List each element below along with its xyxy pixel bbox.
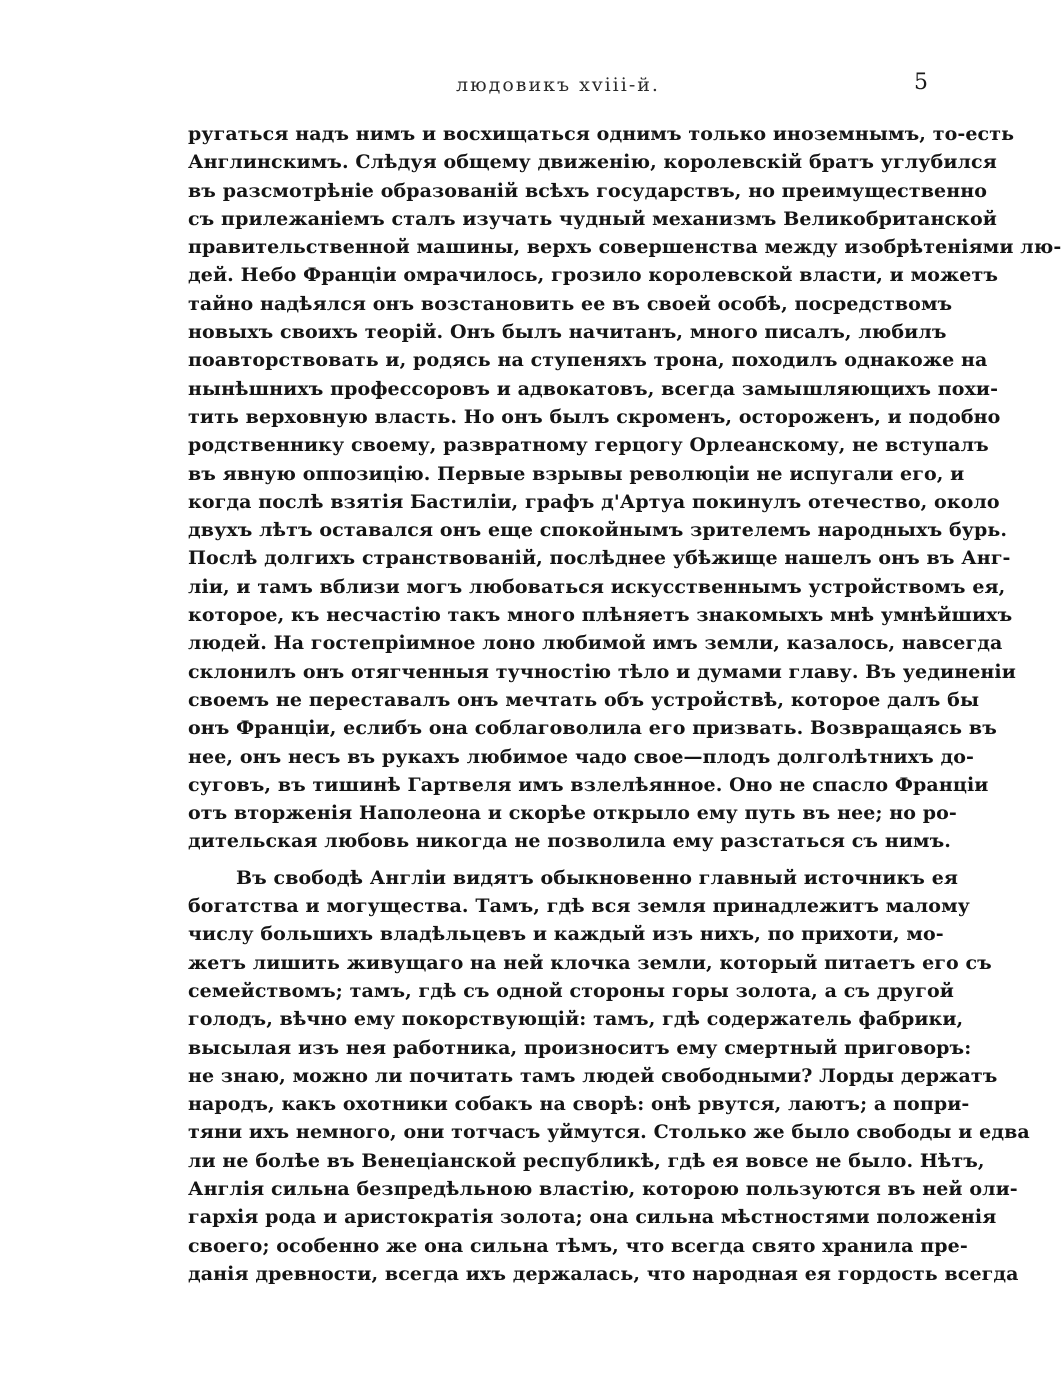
text-line: Въ свободѣ Англіи видятъ обыкновенно главный источникъ ея: [236, 866, 959, 889]
text-line: своемъ не переставалъ онъ мечтать объ устройствѣ, которое далъ бы: [188, 688, 980, 711]
text-line: ліи, и тамъ вблизи могъ любоваться искусственнымъ устройствомъ ея,: [188, 575, 1006, 598]
text-line: правительственной машины, верхъ совершенства между изобрѣтеніями лю-: [188, 236, 1061, 259]
text-line: онъ Франціи, еслибъ она соблаговолила его призвать. Возвращаясь въ: [188, 717, 997, 740]
text-line: числу большихъ владѣльцевъ и каждый изъ нихъ, по прихоти, мо-: [188, 923, 944, 946]
text-line: дей. Небо Франціи омрачилось, грозило королевской власти, и можетъ: [188, 264, 998, 287]
text-line: поавторствовать и, родясь на ступеняхъ трона, походилъ однакоже на: [188, 349, 988, 372]
running-head: [188, 70, 928, 106]
body-text: [188, 120, 1061, 1288]
text-line: не знаю, можно ли почитать тамъ людей свободными? Лорды держатъ: [188, 1064, 998, 1087]
text-line: данія древности, всегда ихъ держалась, что народная ея гордость всегда: [188, 1262, 1019, 1285]
text-line: Англинскимъ. Слѣдуя общему движенію, королевскій братъ углубился: [188, 151, 997, 174]
text-line: ли не болѣе въ Венеціанской республикѣ, гдѣ ея вовсе не было. Нѣтъ,: [188, 1149, 985, 1172]
text-line: нынѣшнихъ профессоровъ и адвокатовъ, всегда замышляющихъ похи-: [188, 377, 999, 400]
text-line: своего; особенно же она сильна тѣмъ, что всегда свято хранила пре-: [188, 1234, 968, 1257]
text-line: нее, онъ несъ въ рукахъ любимое чадо свое—плодъ долголѣтнихъ до-: [188, 745, 974, 768]
page-number: 5: [914, 70, 928, 95]
text-line: дительская любовь никогда не позволила ему разстаться съ нимъ.: [188, 830, 952, 853]
text-line: Англія сильна безпредѣльною властію, которою пользуются въ ней оли-: [188, 1177, 1018, 1200]
paragraph-gap: [188, 856, 923, 864]
text-line: голодъ, вѣчно ему покорствующій: тамъ, гдѣ содержатель фабрики,: [188, 1008, 964, 1031]
text-line: народъ, какъ охотники собакъ на сворѣ: онѣ рвутся, лаютъ; а попри-: [188, 1093, 970, 1116]
text-line: жетъ лишить живущаго на ней клочка земли, который питаетъ его съ: [188, 951, 992, 974]
text-line: въ явную оппозицію. Первые взрывы революціи не испугали его, и: [188, 462, 965, 485]
text-line: ругаться надъ нимъ и восхищаться однимъ только иноземнымъ, то-есть: [188, 123, 1015, 145]
text-line: родственнику своему, развратному герцогу Орлеанскому, не вступалъ: [188, 434, 989, 457]
text-line: гархія рода и аристократія золота; она сильна мѣстностями положенія: [188, 1206, 997, 1229]
text-line: тяни ихъ немного, они тотчасъ уймутся. Столько же было свободы и едва: [188, 1121, 1030, 1144]
running-title: людовикъ хvііі-й.: [456, 74, 660, 96]
paragraph-2: [188, 864, 1030, 1288]
text-line: двухъ лѣтъ оставался онъ еще спокойнымъ зрителемъ народныхъ бурь.: [188, 519, 1008, 542]
text-line: тить верховную власть. Но онъ былъ скроменъ, остороженъ, и подобно: [188, 405, 1001, 428]
text-line: склонилъ онъ отягченныя тучностію тѣло и думами главу. Въ уединеніи: [188, 660, 1016, 683]
text-line: семействомъ; тамъ, гдѣ съ одной стороны горы золота, а съ другой: [188, 979, 954, 1002]
text-line: высылая изъ нея работника, произноситъ ему смертный приговоръ:: [188, 1036, 972, 1059]
paragraph-1: [188, 120, 1061, 856]
text-line: тайно надѣялся онъ возстановить ее въ своей особѣ, посредствомъ: [188, 292, 953, 315]
text-line: когда послѣ взятія Бастиліи, графъ д'Артуа покинулъ отечество, около: [188, 490, 1000, 513]
text-line: Послѣ долгихъ странствованій, послѣднее убѣжище нашелъ онъ въ Анг-: [188, 547, 1011, 570]
text-line: богатства и могущества. Тамъ, гдѣ вся земля принадлежитъ малому: [188, 895, 970, 918]
text-line: суговъ, въ тишинѣ Гартвеля имъ взлелѣянное. Оно не спасло Франціи: [188, 773, 989, 796]
text-line: съ прилежаніемъ сталъ изучать чудный механизмъ Великобританской: [188, 207, 997, 230]
text-line: отъ вторженія Наполеона и скорѣе открыло ему путь въ нее; но ро-: [188, 802, 957, 825]
text-line: въ разсмотрѣніе образованій всѣхъ государствъ, но преимущественно: [188, 179, 987, 202]
text-line: которое, къ несчастію такъ много плѣняетъ знакомыхъ мнѣ умнѣйшихъ: [188, 604, 1013, 627]
text-line: людей. На гостепріимное лоно любимой имъ земли, казалось, навсегда: [188, 632, 1003, 655]
text-line: новыхъ своихъ теорій. Онъ былъ начитанъ, много писалъ, любилъ: [188, 321, 947, 344]
